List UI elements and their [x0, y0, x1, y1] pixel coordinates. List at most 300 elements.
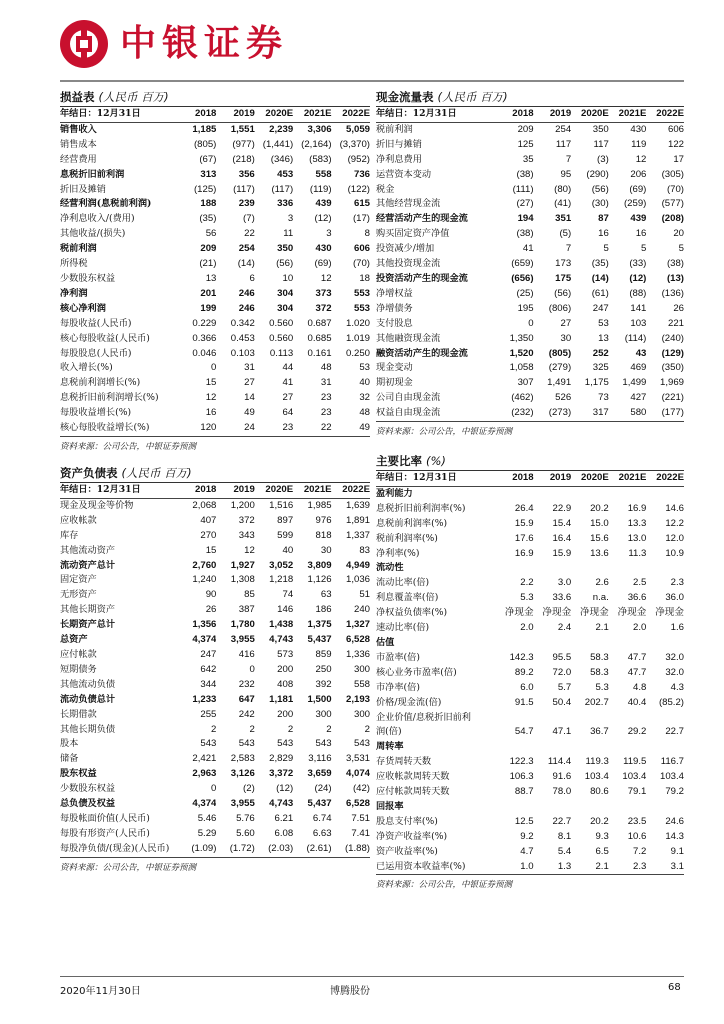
cell-value: (977) [232, 138, 255, 150]
row-label: 购买固定资产净值 [376, 228, 450, 240]
cell-value: 3,052 [269, 559, 294, 571]
table-row [376, 361, 684, 376]
row-label: 存货周转天数 [376, 756, 432, 768]
table-row [60, 737, 370, 752]
cell-value: 453 [277, 168, 294, 180]
row-label: 税前利润率(%) [376, 532, 438, 544]
cell-value: 200 [277, 708, 294, 720]
row-label: 固定资产 [60, 574, 97, 586]
table-row [376, 502, 684, 517]
row-label: 每股帐面价值(人民币) [60, 812, 150, 824]
cell-value: 1,036 [345, 574, 370, 586]
cell-value: 2,583 [230, 753, 255, 765]
cell-value: 48 [320, 362, 332, 374]
cell-value: 12.5 [514, 815, 534, 827]
cell-value: 0.366 [192, 332, 217, 344]
cell-value [534, 711, 572, 726]
cell-value: (232) [496, 406, 534, 421]
cell-value: 14 [244, 392, 255, 404]
cell-value: 818 [315, 529, 332, 541]
cell-value: 1.020 [345, 317, 370, 329]
row-label: 回报率 [376, 800, 404, 812]
row-label: 销售成本 [60, 138, 97, 150]
cell-value: 23 [320, 407, 332, 419]
cell-value: 12 [320, 272, 332, 284]
ratios-title [376, 452, 684, 471]
cell-value: 53 [598, 317, 609, 329]
cell-value: 543 [238, 738, 255, 750]
cell-value: (583) [309, 153, 332, 165]
cell-value: 194 [517, 213, 534, 225]
cell-value: (7) [243, 213, 255, 225]
cell-value: 351 [555, 213, 572, 225]
row-label: 应收帐款周转天数 [376, 771, 450, 783]
row-label: 其他投资现金流 [376, 258, 441, 270]
cell-value [571, 561, 609, 576]
cell-value: 64 [282, 407, 294, 419]
table-row [60, 498, 370, 513]
cell-value: 250 [315, 663, 332, 675]
cell-value: 119.3 [585, 756, 609, 768]
cell-value: 7.51 [351, 812, 370, 824]
cell-value: (806) [548, 302, 572, 314]
cell-value: 31 [320, 377, 332, 389]
cell-value: 553 [353, 302, 370, 314]
cell-value: 16.4 [552, 532, 572, 544]
cell-value: 2.3 [609, 860, 647, 875]
cell-value: 0.453 [230, 332, 255, 344]
cell-value: 2,963 [192, 768, 217, 780]
cell-value: (805) [193, 138, 217, 150]
cell-value: (5) [559, 228, 572, 240]
cell-value: 200 [277, 663, 294, 675]
table-row [376, 755, 684, 770]
cell-value: 430 [315, 243, 332, 255]
income-title [60, 88, 370, 107]
cell-value: 1,233 [192, 693, 217, 705]
cell-value: 0.229 [192, 317, 217, 329]
header-divider [60, 80, 684, 82]
table-row [60, 257, 370, 272]
cell-value [646, 711, 684, 726]
row-label: 总负债及权益 [60, 798, 116, 810]
table-row [60, 391, 370, 406]
cell-value: 122.3 [509, 756, 534, 768]
cell-value: 317 [571, 406, 609, 421]
row-label: 净利息费用 [376, 153, 422, 165]
cell-value: 4,374 [192, 798, 217, 810]
table-row [376, 302, 684, 317]
cell-value: (35) [199, 213, 217, 225]
table-row [376, 845, 684, 860]
row-label: 其他流动负债 [60, 678, 116, 690]
table-row [376, 212, 684, 227]
cell-value [534, 636, 572, 651]
cell-value: 1,181 [269, 693, 294, 705]
cell-value: 4.7 [520, 845, 534, 857]
cell-value: 1,969 [659, 377, 684, 389]
cell-value: (33) [629, 258, 647, 270]
cell-value: 5.60 [236, 827, 255, 839]
cell-value: (21) [199, 258, 217, 270]
cell-value: 416 [238, 648, 255, 660]
cell-value: 117 [555, 138, 572, 150]
row-label: 流动负债总计 [60, 693, 116, 705]
cell-value: 47.1 [552, 726, 572, 738]
cell-value [496, 486, 534, 501]
cell-value: 439 [630, 213, 647, 225]
table-row [60, 678, 370, 693]
cell-value: 1.3 [534, 860, 572, 875]
table-row [60, 122, 370, 137]
cell-value: 23.5 [627, 815, 647, 827]
cell-value: 373 [315, 287, 332, 299]
row-label: 年结日：12月31日 [60, 107, 178, 122]
cell-value: (2) [243, 783, 255, 795]
table-row [376, 830, 684, 845]
cell-value: 22 [293, 421, 331, 436]
cell-value: (656) [511, 272, 534, 284]
cell-value: 2,829 [269, 753, 294, 765]
row-label: 少数股东权益 [60, 783, 116, 795]
cell-value: 净现金 [504, 607, 534, 619]
cell-value: 14.3 [665, 830, 684, 842]
row-label: 息税前利润增长(%) [60, 377, 141, 389]
cell-value: 325 [592, 362, 609, 374]
cell-value: 2 [287, 723, 294, 735]
row-label: 其他融资现金流 [376, 332, 441, 344]
cell-value: 36.7 [590, 726, 609, 738]
cell-value: 2022E [646, 107, 684, 122]
cell-value: 186 [315, 604, 332, 616]
table-row [60, 573, 370, 588]
cell-value: 30 [320, 544, 332, 556]
cell-value: 58.3 [590, 666, 609, 678]
cell-value: 95 [560, 168, 572, 180]
cell-value: 407 [200, 514, 217, 526]
cell-value [571, 800, 609, 815]
cell-value: 103 [630, 317, 647, 329]
table-row [60, 242, 370, 257]
cell-value: (125) [193, 183, 217, 195]
cell-value: (88) [629, 287, 647, 299]
table-row [376, 257, 684, 272]
table-row [60, 797, 370, 812]
cell-value: 8 [364, 228, 370, 240]
table-row [376, 860, 684, 875]
cell-value: 2,239 [269, 123, 294, 135]
row-label: 经营利润(息税前利润) [60, 198, 152, 210]
cell-value: 5,437 [307, 634, 332, 646]
cell-value: 15.9 [552, 547, 572, 559]
cell-value: 3,955 [230, 634, 255, 646]
table-row [376, 317, 684, 332]
cell-value: 125 [517, 138, 534, 150]
cell-value: 9.3 [595, 830, 609, 842]
cashflow-statement-panel [376, 88, 684, 437]
cell-value [609, 740, 647, 755]
table-row [376, 815, 684, 830]
cell-value: 4.8 [633, 681, 647, 693]
cell-value: 24.6 [665, 815, 684, 827]
cell-value: 17 [673, 153, 684, 165]
row-label: 周转率 [376, 741, 404, 753]
table-row [376, 287, 684, 302]
cell-value: 1,240 [192, 574, 217, 586]
table-row [60, 693, 370, 708]
row-label: 其他长期负债 [60, 723, 116, 735]
cell-value: 103.4 [622, 771, 647, 783]
cell-value: 1,780 [230, 619, 255, 631]
table-row [376, 227, 684, 242]
cell-value [609, 636, 647, 651]
ratios-table [376, 471, 684, 875]
table-row [376, 242, 684, 257]
cell-value: 79.1 [627, 786, 647, 798]
table-header-row [376, 471, 684, 486]
table-row [60, 347, 370, 362]
cell-value: 188 [200, 198, 217, 210]
cell-value: 2020E [571, 107, 609, 122]
cell-value: 270 [200, 529, 217, 541]
row-label: 核心业务市盈率(倍) [376, 666, 457, 678]
cell-value: 4,074 [345, 768, 370, 780]
row-label: 净增权益 [376, 287, 413, 299]
cell-value: 1,356 [192, 619, 217, 631]
cell-value: (14) [591, 272, 609, 284]
cell-value [571, 636, 609, 651]
cell-value: 247 [592, 302, 609, 314]
table-row [60, 723, 370, 738]
cell-value: 80.6 [590, 786, 609, 798]
table-row [376, 391, 684, 406]
row-label: 润(倍) [376, 726, 402, 738]
cell-value: 642 [200, 663, 217, 675]
table-row [376, 770, 684, 785]
cell-value: 15 [205, 377, 217, 389]
row-label: 税前利润 [60, 243, 97, 255]
cell-value: 606 [667, 123, 684, 135]
table-row [376, 153, 684, 168]
cell-value: 254 [238, 243, 255, 255]
table-row [60, 633, 370, 648]
cell-value: 3,955 [230, 798, 255, 810]
cell-value: 0.685 [307, 332, 332, 344]
cell-value: 2019 [534, 107, 572, 122]
cell-value: 543 [200, 738, 217, 750]
cell-value: 206 [630, 168, 647, 180]
cell-value: 15.0 [590, 517, 609, 529]
cell-value: 1,175 [584, 377, 609, 389]
cell-value: (17) [352, 213, 370, 225]
cell-value: 372 [315, 302, 332, 314]
cell-value: (117) [271, 183, 294, 195]
table-row [376, 183, 684, 198]
boc-logo-icon [60, 20, 108, 68]
cell-value: 199 [200, 302, 217, 314]
cell-value: 573 [277, 648, 294, 660]
row-label: 长期资产总计 [60, 619, 116, 631]
income-source: 资料来源：公司公告，中银证券预测 [60, 441, 197, 452]
cell-value: (56) [554, 287, 572, 299]
cell-value: 15.6 [590, 532, 609, 544]
cell-value: 1,516 [269, 499, 294, 511]
table-row [60, 544, 370, 559]
cell-value: 40 [282, 544, 294, 556]
cell-value: 5.3 [595, 681, 609, 693]
cell-value: 201 [200, 287, 217, 299]
cell-value: 615 [353, 198, 370, 210]
footer-company: 博腾股份 [330, 986, 370, 997]
cell-value: 1,551 [230, 123, 255, 135]
row-label: 流动性 [376, 562, 404, 574]
cell-value [571, 486, 609, 501]
cell-value: 0.560 [269, 317, 294, 329]
cell-value: (2.03) [255, 842, 293, 857]
cell-value: 2.2 [520, 577, 534, 589]
cell-value: 1.019 [345, 332, 370, 344]
cell-value [496, 740, 534, 755]
row-label: 估值 [376, 636, 395, 648]
cell-value: 7 [565, 153, 572, 165]
cell-value: 2,421 [192, 753, 217, 765]
cell-value [534, 800, 572, 815]
cell-value: (85.2) [658, 696, 684, 708]
cell-value: 26.4 [514, 502, 534, 514]
row-label: 速动比率(倍) [376, 622, 430, 634]
table-row [376, 122, 684, 137]
cell-value: 350 [277, 243, 294, 255]
cell-value: 1,337 [345, 529, 370, 541]
cell-value: 543 [315, 738, 332, 750]
ratios-source: 资料来源：公司公告，中银证券预测 [376, 880, 513, 891]
cell-value: 0.113 [269, 347, 294, 359]
cell-value: (25) [516, 287, 534, 299]
row-label: 核心净利润 [60, 302, 106, 314]
cell-value: 526 [555, 392, 572, 404]
cell-value: 4,743 [269, 798, 294, 810]
cell-value: 580 [609, 406, 647, 421]
cell-value: 净现金 [542, 607, 572, 619]
cell-value: 41 [522, 243, 534, 255]
cell-value: 79.2 [665, 786, 684, 798]
row-label: 应收帐款 [60, 514, 97, 526]
row-label: 已运用资本收益率(%) [376, 860, 496, 875]
cell-value: 558 [315, 168, 332, 180]
cell-value: (1.09) [178, 842, 216, 857]
row-label: 每股股息(人民币) [60, 347, 132, 359]
cashflow-title-text: 现金流量表 [376, 90, 434, 104]
row-label: 其他经营现金流 [376, 198, 441, 210]
row-label: 运营资本变动 [376, 168, 432, 180]
cell-value: 12.2 [665, 517, 684, 529]
table-row [60, 827, 370, 842]
row-label: 现金变动 [376, 362, 413, 374]
cell-value: 736 [353, 168, 370, 180]
cell-value: 14.6 [665, 502, 684, 514]
cell-value: 16 [598, 228, 609, 240]
row-label: 销售收入 [60, 123, 97, 135]
cell-value: 3.0 [557, 577, 572, 589]
cell-value: (13) [666, 272, 684, 284]
balance-title [60, 464, 370, 483]
cell-value: 2018 [178, 483, 216, 498]
cell-value: 32.0 [665, 666, 684, 678]
cell-value: 88.7 [514, 786, 534, 798]
cell-value: (114) [624, 332, 647, 344]
cell-value: 9.1 [670, 845, 684, 857]
balance-title-text: 资产负债表 [60, 466, 118, 480]
cell-value [571, 740, 609, 755]
cell-value: 85 [244, 589, 255, 601]
cell-value: 5,059 [345, 123, 370, 135]
cell-value [646, 561, 684, 576]
cell-value: 142.3 [509, 651, 534, 663]
cell-value: (27) [516, 198, 534, 210]
cell-value [571, 711, 609, 726]
cell-value [609, 486, 647, 501]
cell-value: 976 [315, 514, 332, 526]
cell-value: (42) [352, 783, 370, 795]
cell-value: 3,659 [307, 768, 332, 780]
cell-value: 5.3 [520, 592, 534, 604]
cell-value: 10 [282, 272, 294, 284]
cell-value: 146 [277, 604, 294, 616]
income-table [60, 107, 370, 437]
row-label: 其他长期资产 [60, 604, 116, 616]
cell-value [534, 740, 572, 755]
cell-value: 2 [249, 723, 255, 735]
cell-value: 300 [353, 708, 370, 720]
cell-value: 120 [178, 421, 216, 436]
cell-value: 27 [244, 377, 255, 389]
cell-value: 2022E [646, 471, 684, 486]
cell-value: 87 [598, 213, 609, 225]
cell-value: 2,068 [192, 499, 217, 511]
cell-value: 31 [244, 362, 255, 374]
row-label: 税前利润 [376, 123, 413, 135]
table-row [60, 421, 370, 436]
cell-value: (346) [270, 153, 294, 165]
cell-value: (290) [586, 168, 609, 180]
table-header-row [60, 483, 370, 498]
cell-value: 175 [555, 272, 572, 284]
cell-value: 2018 [178, 107, 216, 122]
cell-value: 2018 [496, 107, 534, 122]
cell-value: 90 [205, 589, 217, 601]
cell-value: 1,891 [345, 514, 370, 526]
cell-value: 26 [673, 302, 684, 314]
cell-value: 430 [630, 123, 647, 135]
table-row [376, 606, 684, 621]
cell-value: (1,441) [262, 138, 294, 150]
cell-value: 53 [359, 362, 370, 374]
cell-value: 49 [244, 407, 255, 419]
cell-value: 33.6 [552, 592, 572, 604]
table-row [376, 576, 684, 591]
cell-value: 2 [211, 723, 217, 735]
cell-value: 119 [631, 138, 647, 150]
cell-value [534, 486, 572, 501]
cell-value: 16 [635, 228, 647, 240]
row-label: 每股有形资产(人民币) [60, 827, 150, 839]
cell-value [496, 636, 534, 651]
cell-value: 141 [630, 302, 647, 314]
income-unit: (人民币 百万) [98, 90, 169, 104]
cell-value: 3,116 [308, 753, 332, 765]
row-label: 每股净负债/(现金)(人民币) [60, 842, 178, 857]
row-label: 利息覆盖率(倍) [376, 592, 439, 604]
